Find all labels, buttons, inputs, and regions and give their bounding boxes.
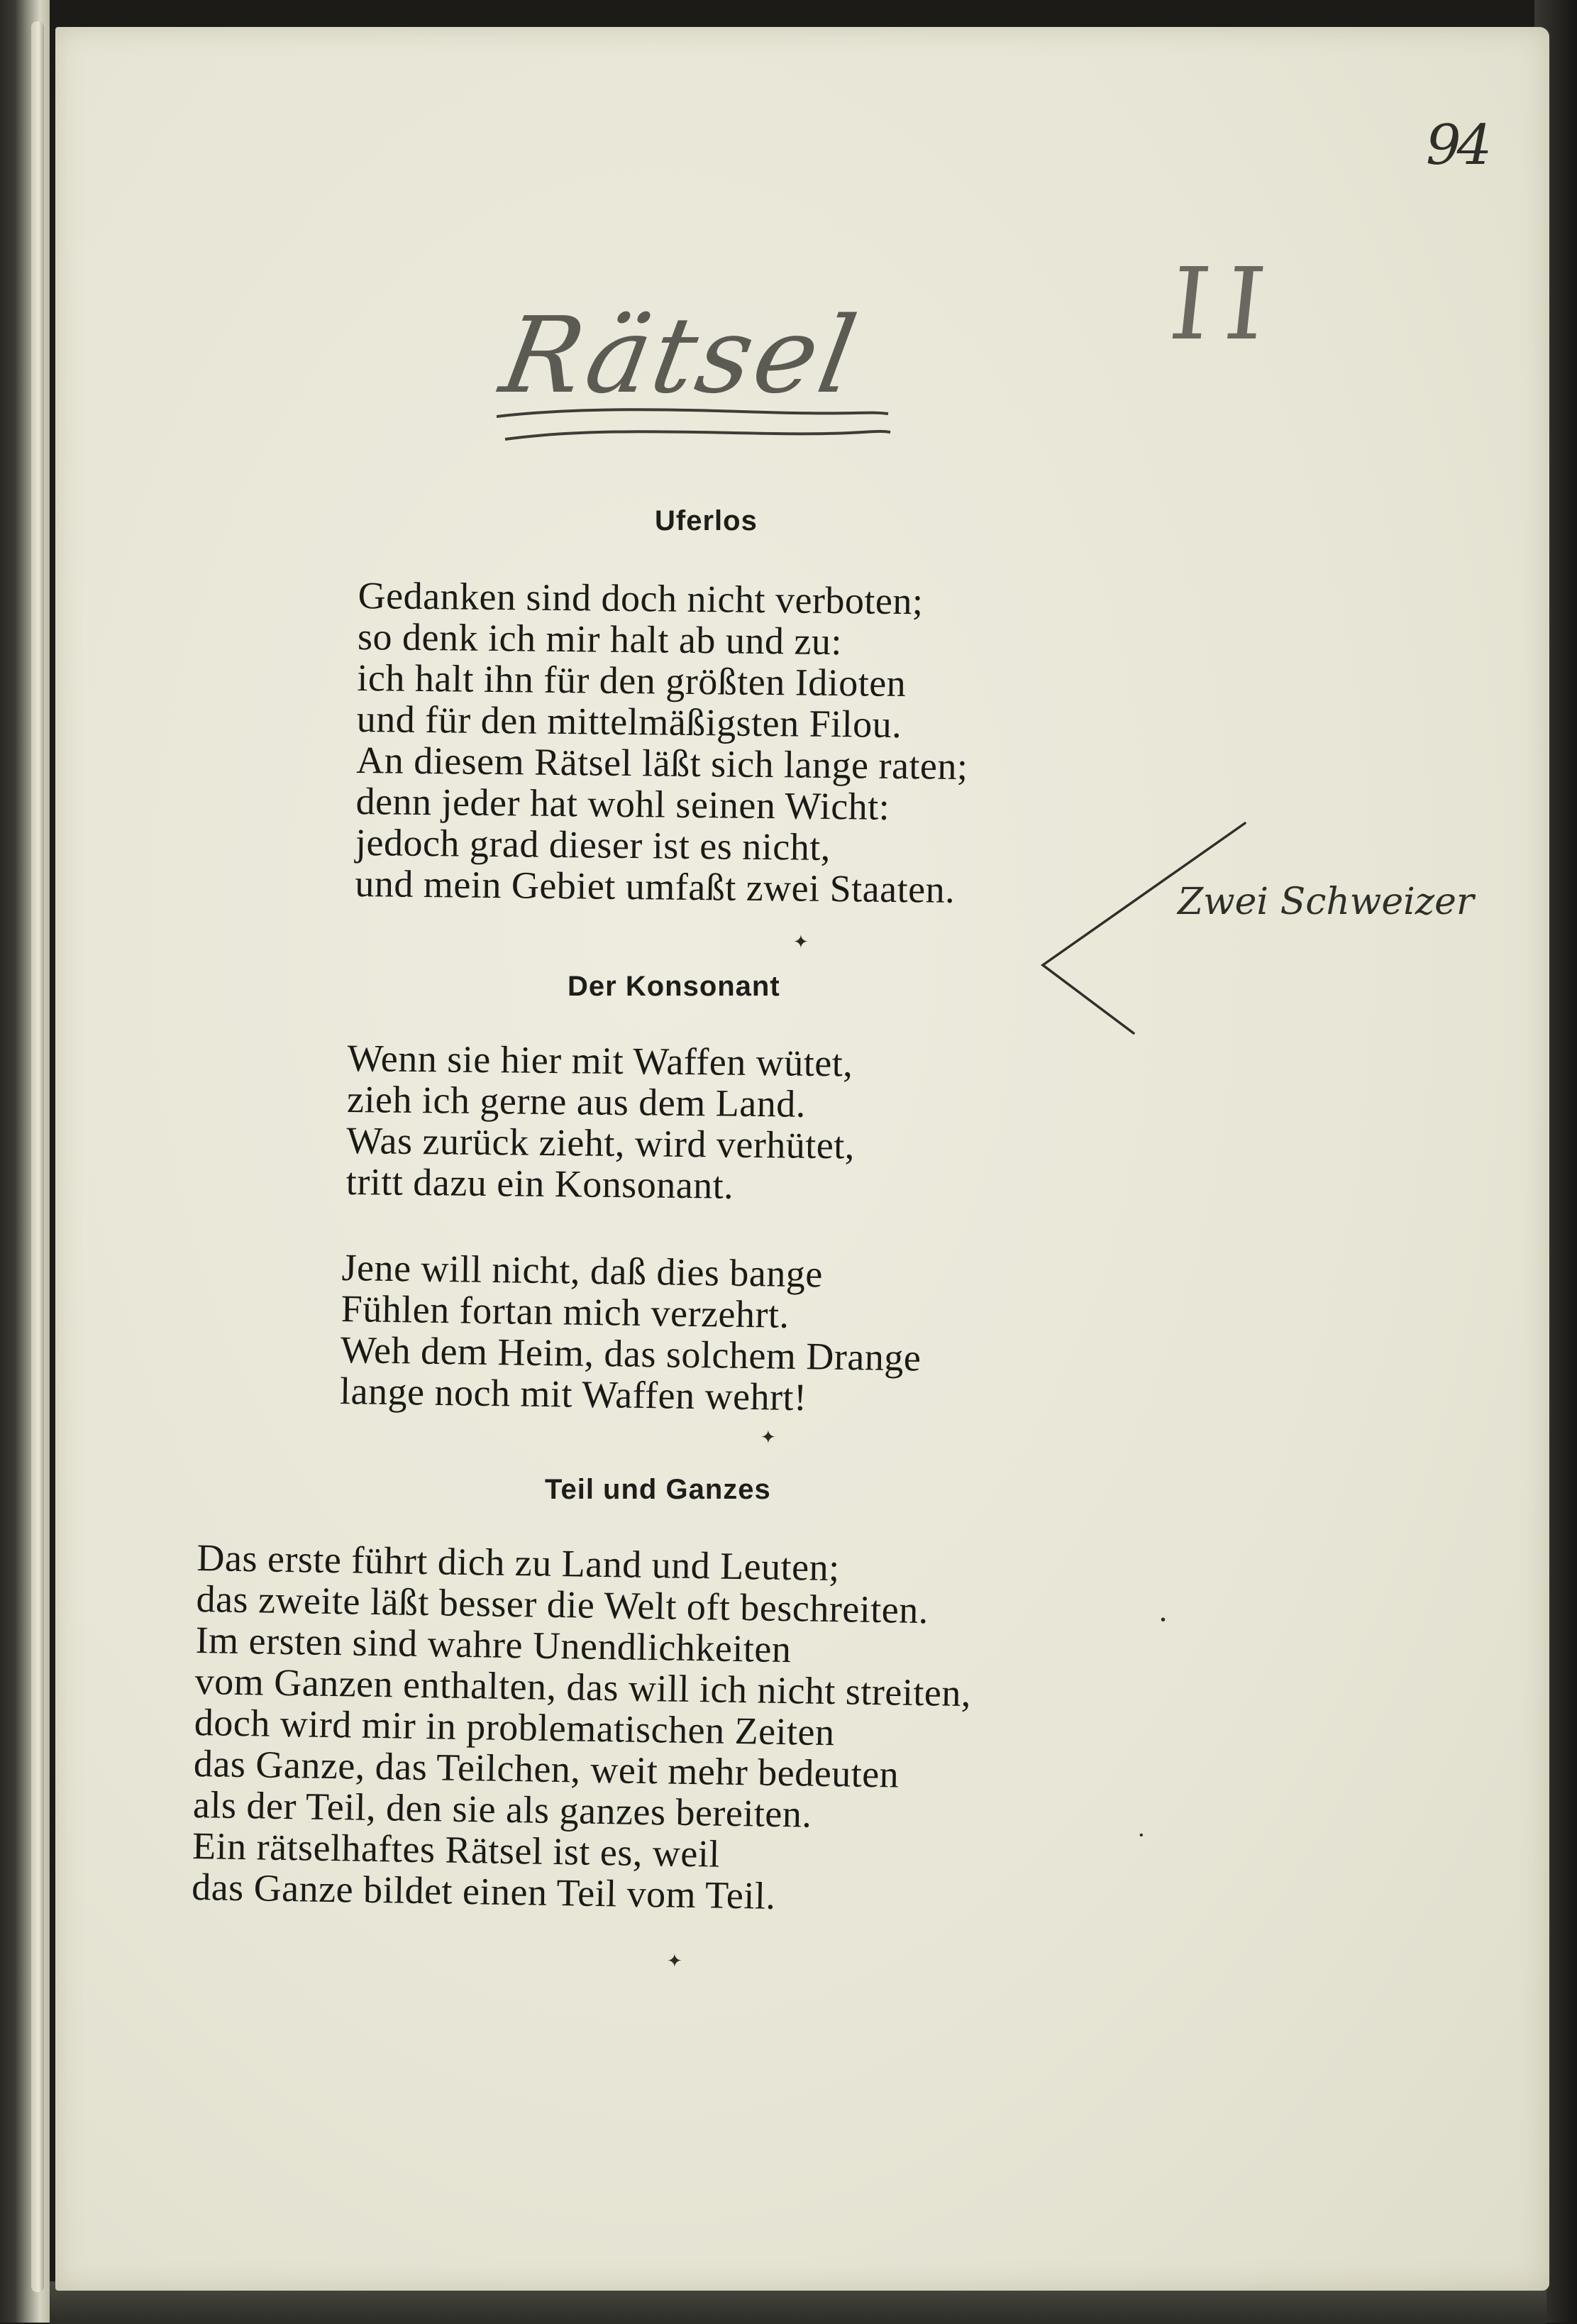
poem-stanza (355, 575, 970, 910)
poem-line: das Ganze bildet einen Teil vom Teil. (191, 1865, 776, 1917)
speck-mark: • (1139, 1829, 1144, 1841)
poem-line: Im ersten sind wahre Unendlichkeiten (195, 1618, 792, 1671)
poem-line: Weh dem Heim, das solchem Drange (340, 1328, 922, 1379)
poem-line: tritt dazu ein Konsonant. (345, 1160, 734, 1207)
poem-stanza (346, 1037, 856, 1207)
poem-line: doch wird mir in problematischen Zeiten (194, 1700, 836, 1754)
poem-title: Der Konsonant (568, 971, 780, 1002)
annotation-text: Zwei Schweizer (1178, 881, 1474, 923)
speck-mark: • (1161, 1612, 1166, 1628)
poem-line: Fühlen fortan mich verzehrt. (341, 1287, 790, 1336)
poem-line: und für den mittelmäßigsten Filou. (356, 697, 902, 747)
book-spine (0, 0, 50, 2323)
poem-line: Was zurück zieht, wird verhütet, (346, 1118, 856, 1167)
poem-line: denn jeder hat wohl seinen Wicht: (355, 779, 890, 828)
poem-line: das zweite läßt besser die Welt oft beschreiten. (196, 1577, 929, 1632)
poem-line: als der Teil, den sie als ganzes bereiten. (192, 1783, 812, 1836)
handwritten-title (492, 294, 922, 465)
poem-line: Jene will nicht, daß dies bange (341, 1246, 824, 1296)
separator-mark: ✦ (667, 1950, 682, 1971)
poem-stanza (340, 1247, 923, 1419)
poem-line: Gedanken sind doch nicht verboten; (358, 574, 924, 623)
poem-line: lange noch mit Waffen wehrt! (339, 1369, 807, 1419)
poem-line: und mein Gebiet umfaßt zwei Staaten. (355, 861, 956, 911)
section-number: II (1164, 247, 1287, 363)
poem-title: Teil und Ganzes (545, 1474, 771, 1505)
poem-title: Uferlos (655, 505, 758, 536)
poem-line: Wenn sie hier mit Waffen wütet, (347, 1037, 853, 1085)
poem-line: Das erste führt dich zu Land und Leuten; (197, 1536, 841, 1590)
poem-line: jedoch grad dieser ist es nicht, (355, 820, 831, 869)
separator-mark: ✦ (793, 931, 809, 952)
poem-line: so denk ich mir halt ab und zu: (357, 615, 843, 663)
poem-line: ich halt ihn für den größten Idioten (357, 656, 907, 705)
section-title: Rätsel (492, 294, 868, 417)
margin-annotation (1022, 816, 1476, 1043)
poem-line: An diesem Rätsel läßt sich lange raten; (355, 738, 968, 788)
title-double-underline (497, 401, 894, 465)
poem-line: das Ganze, das Teilchen, weit mehr bedeuten (193, 1741, 900, 1796)
poem-stanza (192, 1537, 973, 1920)
separator-mark: ✦ (760, 1426, 776, 1448)
poem-line: vom Ganzen enthalten, das will ich nicht streiten, (194, 1659, 972, 1715)
poem-line: zieh ich gerne aus dem Land. (346, 1077, 807, 1125)
page-number: 94 (1426, 114, 1488, 177)
page-stack-edge (31, 21, 44, 2292)
poem-line: Ein rätselhaftes Rätsel ist es, weil (192, 1824, 721, 1876)
